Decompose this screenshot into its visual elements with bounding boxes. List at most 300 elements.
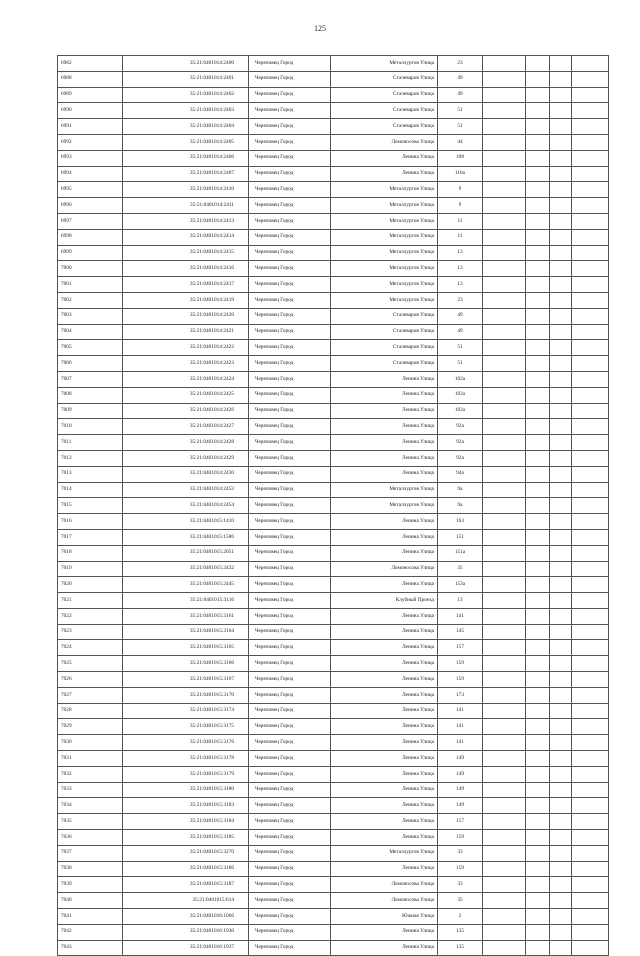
empty-cell xyxy=(526,308,550,324)
table-row xyxy=(58,213,609,229)
cadastral-number-cell: 35:21:0401014:2405 xyxy=(123,134,249,150)
empty-cell xyxy=(550,103,572,119)
cadastral-number-cell: 35:21:0401014:2420 xyxy=(123,308,249,324)
house-number-cell: 102а xyxy=(438,371,483,387)
empty-cell xyxy=(483,735,526,751)
empty-cell xyxy=(483,766,526,782)
empty-cell xyxy=(526,450,550,466)
town-cell: Череповец Город xyxy=(249,498,331,514)
empty-cell xyxy=(572,119,609,135)
town-cell: Череповец Город xyxy=(249,340,331,356)
table-row xyxy=(58,877,609,893)
row-number-cell: 7030 xyxy=(58,735,123,751)
street-cell: Южная Улица xyxy=(331,909,438,925)
empty-cell xyxy=(572,56,609,72)
empty-cell xyxy=(483,87,526,103)
empty-cell xyxy=(572,213,609,229)
empty-cell xyxy=(483,798,526,814)
empty-cell xyxy=(550,308,572,324)
empty-cell xyxy=(550,719,572,735)
empty-cell xyxy=(483,182,526,198)
table-row xyxy=(58,356,609,372)
house-number-cell: 102а xyxy=(438,403,483,419)
empty-cell xyxy=(526,861,550,877)
house-number-cell: 13 xyxy=(438,245,483,261)
street-cell: Ленина Улица xyxy=(331,419,438,435)
row-number-cell: 7003 xyxy=(58,308,123,324)
empty-cell xyxy=(526,56,550,72)
town-cell: Череповец Город xyxy=(249,735,331,751)
town-cell: Череповец Город xyxy=(249,387,331,403)
town-cell: Череповец Город xyxy=(249,103,331,119)
empty-cell xyxy=(483,308,526,324)
table-row xyxy=(58,719,609,735)
street-cell: Ленина Улица xyxy=(331,940,438,956)
empty-cell xyxy=(572,577,609,593)
town-cell: Череповец Город xyxy=(249,814,331,830)
empty-cell xyxy=(572,150,609,166)
empty-cell xyxy=(483,198,526,214)
empty-cell xyxy=(526,356,550,372)
empty-cell xyxy=(572,608,609,624)
empty-cell xyxy=(550,909,572,925)
town-cell: Череповец Город xyxy=(249,798,331,814)
empty-cell xyxy=(550,356,572,372)
town-cell: Череповец Город xyxy=(249,861,331,877)
empty-cell xyxy=(526,261,550,277)
row-number-cell: 6997 xyxy=(58,213,123,229)
row-number-cell: 7040 xyxy=(58,893,123,909)
empty-cell xyxy=(483,529,526,545)
house-number-cell: 44 xyxy=(438,134,483,150)
table-row xyxy=(58,387,609,403)
house-number-cell: 35 xyxy=(438,893,483,909)
empty-cell xyxy=(550,577,572,593)
empty-cell xyxy=(572,782,609,798)
empty-cell xyxy=(572,419,609,435)
empty-cell xyxy=(550,166,572,182)
row-number-cell: 6992 xyxy=(58,134,123,150)
table-row xyxy=(58,292,609,308)
cadastral-number-cell: 35:21:0401014:2426 xyxy=(123,403,249,419)
row-number-cell: 7027 xyxy=(58,687,123,703)
empty-cell xyxy=(572,766,609,782)
house-number-cell: 145 xyxy=(438,624,483,640)
street-cell: Сталеваров Улица xyxy=(331,356,438,372)
house-number-cell: 159 xyxy=(438,656,483,672)
empty-cell xyxy=(483,782,526,798)
empty-cell xyxy=(550,940,572,956)
empty-cell xyxy=(550,751,572,767)
cadastral-number-cell: 35:21:0401015:3166 xyxy=(123,656,249,672)
table-row xyxy=(58,861,609,877)
empty-cell xyxy=(483,577,526,593)
table-row xyxy=(58,498,609,514)
street-cell: Ленина Улица xyxy=(331,466,438,482)
row-number-cell: 7036 xyxy=(58,830,123,846)
town-cell: Череповец Город xyxy=(249,150,331,166)
empty-cell xyxy=(550,340,572,356)
empty-cell xyxy=(526,640,550,656)
empty-cell xyxy=(550,529,572,545)
empty-cell xyxy=(550,150,572,166)
house-number-cell: 135 xyxy=(438,940,483,956)
empty-cell xyxy=(483,213,526,229)
street-cell: Металлургов Улица xyxy=(331,213,438,229)
empty-cell xyxy=(483,103,526,119)
empty-cell xyxy=(550,198,572,214)
empty-cell xyxy=(483,245,526,261)
house-number-cell: 23 xyxy=(438,292,483,308)
page-number: 125 xyxy=(314,24,326,33)
house-number-cell: 92а xyxy=(438,435,483,451)
street-cell: Ленина Улица xyxy=(331,403,438,419)
table-row xyxy=(58,893,609,909)
empty-cell xyxy=(526,213,550,229)
street-cell: Сталеваров Улица xyxy=(331,103,438,119)
town-cell: Череповец Город xyxy=(249,403,331,419)
empty-cell xyxy=(483,435,526,451)
empty-cell xyxy=(483,71,526,87)
town-cell: Череповец Город xyxy=(249,166,331,182)
row-number-cell: 7020 xyxy=(58,577,123,593)
empty-cell xyxy=(483,292,526,308)
empty-cell xyxy=(572,277,609,293)
row-number-cell: 7033 xyxy=(58,782,123,798)
town-cell: Череповец Город xyxy=(249,766,331,782)
table-row xyxy=(58,261,609,277)
empty-cell xyxy=(550,735,572,751)
empty-cell xyxy=(526,798,550,814)
empty-cell xyxy=(572,703,609,719)
empty-cell xyxy=(526,466,550,482)
town-cell: Череповец Город xyxy=(249,324,331,340)
empty-cell xyxy=(483,482,526,498)
table-row xyxy=(58,277,609,293)
table-row xyxy=(58,782,609,798)
empty-cell xyxy=(526,751,550,767)
empty-cell xyxy=(550,703,572,719)
empty-cell xyxy=(483,624,526,640)
empty-cell xyxy=(526,340,550,356)
empty-cell xyxy=(572,466,609,482)
house-number-cell: 49 xyxy=(438,308,483,324)
cadastral-number-cell: 35:21:0401014:2402 xyxy=(123,87,249,103)
house-number-cell: 94а xyxy=(438,466,483,482)
empty-cell xyxy=(483,466,526,482)
empty-cell xyxy=(483,940,526,956)
street-cell: Ленина Улица xyxy=(331,371,438,387)
empty-cell xyxy=(526,277,550,293)
cadastral-number-cell: 35:21:0401015:3116 xyxy=(123,593,249,609)
cadastral-number-cell: 35:21:0401015:3180 xyxy=(123,782,249,798)
house-number-cell: 157 xyxy=(438,640,483,656)
empty-cell xyxy=(550,71,572,87)
house-number-cell: 13 xyxy=(438,261,483,277)
empty-cell xyxy=(572,482,609,498)
row-number-cell: 7010 xyxy=(58,419,123,435)
empty-cell xyxy=(572,292,609,308)
town-cell: Череповец Город xyxy=(249,245,331,261)
table-row xyxy=(58,371,609,387)
cadastral-number-cell: 35:21:0401015:3185 xyxy=(123,830,249,846)
table-row xyxy=(58,466,609,482)
empty-cell xyxy=(550,182,572,198)
row-number-cell: 7009 xyxy=(58,403,123,419)
empty-cell xyxy=(572,719,609,735)
empty-cell xyxy=(572,387,609,403)
town-cell: Череповец Город xyxy=(249,450,331,466)
house-number-cell: 153а xyxy=(438,577,483,593)
table-row xyxy=(58,924,609,940)
empty-cell xyxy=(483,277,526,293)
street-cell: Металлургов Улица xyxy=(331,482,438,498)
cadastral-number-cell: 35:21:0401015:3186 xyxy=(123,861,249,877)
empty-cell xyxy=(550,782,572,798)
street-cell: Металлургов Улица xyxy=(331,229,438,245)
cadastral-number-cell: 35:21:0401014:2407 xyxy=(123,166,249,182)
empty-cell xyxy=(572,640,609,656)
empty-cell xyxy=(550,845,572,861)
town-cell: Череповец Город xyxy=(249,466,331,482)
cadastral-number-cell: 35:21:0401015:3270 xyxy=(123,845,249,861)
table-row xyxy=(58,182,609,198)
house-number-cell: 159 xyxy=(438,672,483,688)
town-cell: Череповец Город xyxy=(249,893,331,909)
row-number-cell: 7039 xyxy=(58,877,123,893)
street-cell: Ломоносова Улица xyxy=(331,877,438,893)
town-cell: Череповец Город xyxy=(249,482,331,498)
house-number-cell: 33 xyxy=(438,877,483,893)
table-row xyxy=(58,545,609,561)
cadastral-number-cell: 35:21:0401015:3184 xyxy=(123,814,249,830)
empty-cell xyxy=(550,672,572,688)
table-row xyxy=(58,87,609,103)
empty-cell xyxy=(550,450,572,466)
house-number-cell: 49 xyxy=(438,87,483,103)
house-number-cell: 151 xyxy=(438,529,483,545)
row-number-cell: 7015 xyxy=(58,498,123,514)
house-number-cell: 149 xyxy=(438,751,483,767)
street-cell: Ленина Улица xyxy=(331,656,438,672)
empty-cell xyxy=(572,672,609,688)
cadastral-number-cell: 35:21:0401014:2403 xyxy=(123,103,249,119)
empty-cell xyxy=(550,245,572,261)
row-number-cell: 7014 xyxy=(58,482,123,498)
table-row xyxy=(58,245,609,261)
street-cell: Металлургов Улица xyxy=(331,182,438,198)
empty-cell xyxy=(572,403,609,419)
empty-cell xyxy=(526,814,550,830)
empty-cell xyxy=(483,229,526,245)
table-row xyxy=(58,56,609,72)
empty-cell xyxy=(483,751,526,767)
house-number-cell: 141 xyxy=(438,719,483,735)
street-cell: Ленина Улица xyxy=(331,830,438,846)
house-number-cell: 9 xyxy=(438,182,483,198)
empty-cell xyxy=(483,924,526,940)
empty-cell xyxy=(550,482,572,498)
registry-table xyxy=(57,55,609,956)
house-number-cell: 159 xyxy=(438,830,483,846)
empty-cell xyxy=(572,134,609,150)
cadastral-number-cell: 35:21:0401014:2421 xyxy=(123,324,249,340)
empty-cell xyxy=(550,119,572,135)
house-number-cell: 141 xyxy=(438,735,483,751)
table-row xyxy=(58,419,609,435)
empty-cell xyxy=(550,656,572,672)
empty-cell xyxy=(550,798,572,814)
row-number-cell: 7028 xyxy=(58,703,123,719)
house-number-cell: 92а xyxy=(438,450,483,466)
cadastral-number-cell: 35:21:0401015:3170 xyxy=(123,687,249,703)
cadastral-number-cell: 35:21:0401015:3187 xyxy=(123,877,249,893)
empty-cell xyxy=(550,134,572,150)
empty-cell xyxy=(550,640,572,656)
empty-cell xyxy=(550,593,572,609)
town-cell: Череповец Город xyxy=(249,119,331,135)
empty-cell xyxy=(526,403,550,419)
table-row xyxy=(58,593,609,609)
cadastral-number-cell: 35:21:0401014:2415 xyxy=(123,245,249,261)
row-number-cell: 7011 xyxy=(58,435,123,451)
empty-cell xyxy=(483,134,526,150)
table-row xyxy=(58,845,609,861)
empty-cell xyxy=(526,766,550,782)
cadastral-number-cell: 35:21:0401015:3164 xyxy=(123,624,249,640)
town-cell: Череповец Город xyxy=(249,229,331,245)
house-number-cell: 141 xyxy=(438,703,483,719)
street-cell: Ленина Улица xyxy=(331,545,438,561)
row-number-cell: 6991 xyxy=(58,119,123,135)
empty-cell xyxy=(572,830,609,846)
table-row xyxy=(58,940,609,956)
town-cell: Череповец Город xyxy=(249,87,331,103)
table-row xyxy=(58,751,609,767)
row-number-cell: 6999 xyxy=(58,245,123,261)
table-row xyxy=(58,150,609,166)
cadastral-number-cell: 35:21:0401015:3175 xyxy=(123,719,249,735)
empty-cell xyxy=(526,924,550,940)
empty-cell xyxy=(550,924,572,940)
row-number-cell: 7034 xyxy=(58,798,123,814)
empty-cell xyxy=(550,608,572,624)
table-row xyxy=(58,324,609,340)
empty-cell xyxy=(483,150,526,166)
empty-cell xyxy=(572,545,609,561)
street-cell: Ленина Улица xyxy=(331,529,438,545)
house-number-cell: 49 xyxy=(438,71,483,87)
street-cell: Ленина Улица xyxy=(331,624,438,640)
cadastral-number-cell: 35:21:0401014:2417 xyxy=(123,277,249,293)
empty-cell xyxy=(526,182,550,198)
street-cell: Ленина Улица xyxy=(331,150,438,166)
registry-table-body xyxy=(58,56,609,956)
empty-cell xyxy=(572,229,609,245)
street-cell: Ленина Улица xyxy=(331,782,438,798)
empty-cell xyxy=(483,371,526,387)
empty-cell xyxy=(550,435,572,451)
cadastral-number-cell: 35:21:0401014:2406 xyxy=(123,150,249,166)
house-number-cell: 92а xyxy=(438,419,483,435)
empty-cell xyxy=(483,119,526,135)
house-number-cell: 159 xyxy=(438,861,483,877)
row-number-cell: 6994 xyxy=(58,166,123,182)
empty-cell xyxy=(526,103,550,119)
street-cell: Металлургов Улица xyxy=(331,277,438,293)
row-number-cell: 7013 xyxy=(58,466,123,482)
empty-cell xyxy=(483,340,526,356)
street-cell: Сталеваров Улица xyxy=(331,324,438,340)
empty-cell xyxy=(572,356,609,372)
house-number-cell: 51 xyxy=(438,340,483,356)
town-cell: Череповец Город xyxy=(249,292,331,308)
row-number-cell: 7000 xyxy=(58,261,123,277)
row-number-cell: 7023 xyxy=(58,624,123,640)
empty-cell xyxy=(483,672,526,688)
empty-cell xyxy=(572,371,609,387)
town-cell: Череповец Город xyxy=(249,134,331,150)
cadastral-number-cell: 35:21:0401014:2419 xyxy=(123,292,249,308)
empty-cell xyxy=(526,845,550,861)
table-row xyxy=(58,198,609,214)
row-number-cell: 6993 xyxy=(58,150,123,166)
row-number-cell: 7031 xyxy=(58,751,123,767)
street-cell: Ломоносова Улица xyxy=(331,561,438,577)
row-number-cell: 6998 xyxy=(58,229,123,245)
town-cell: Череповец Город xyxy=(249,593,331,609)
empty-cell xyxy=(526,498,550,514)
street-cell: Ленина Улица xyxy=(331,514,438,530)
empty-cell xyxy=(526,577,550,593)
town-cell: Череповец Город xyxy=(249,198,331,214)
row-number-cell: 6982 xyxy=(58,56,123,72)
cadastral-number-cell: 35:21:0401015:3179 xyxy=(123,766,249,782)
empty-cell xyxy=(526,514,550,530)
empty-cell xyxy=(550,514,572,530)
empty-cell xyxy=(572,324,609,340)
empty-cell xyxy=(526,292,550,308)
house-number-cell: 13 xyxy=(438,277,483,293)
town-cell: Череповец Город xyxy=(249,719,331,735)
empty-cell xyxy=(572,735,609,751)
town-cell: Череповец Город xyxy=(249,182,331,198)
empty-cell xyxy=(526,830,550,846)
row-number-cell: 7018 xyxy=(58,545,123,561)
cadastral-number-cell: 35:21:0401014:2414 xyxy=(123,229,249,245)
house-number-cell: 23 xyxy=(438,56,483,72)
empty-cell xyxy=(483,450,526,466)
town-cell: Череповец Город xyxy=(249,845,331,861)
empty-cell xyxy=(572,166,609,182)
town-cell: Череповец Город xyxy=(249,308,331,324)
empty-cell xyxy=(526,119,550,135)
empty-cell xyxy=(550,545,572,561)
empty-cell xyxy=(526,940,550,956)
cadastral-number-cell: 35:21:0401015:3183 xyxy=(123,798,249,814)
street-cell: Металлургов Улица xyxy=(331,292,438,308)
cadastral-number-cell: 35:21:0401014:2430 xyxy=(123,466,249,482)
empty-cell xyxy=(483,703,526,719)
house-number-cell: 149 xyxy=(438,782,483,798)
town-cell: Череповец Город xyxy=(249,514,331,530)
empty-cell xyxy=(572,861,609,877)
empty-cell xyxy=(483,387,526,403)
empty-cell xyxy=(572,103,609,119)
empty-cell xyxy=(526,593,550,609)
town-cell: Череповец Город xyxy=(249,277,331,293)
row-number-cell: 7002 xyxy=(58,292,123,308)
